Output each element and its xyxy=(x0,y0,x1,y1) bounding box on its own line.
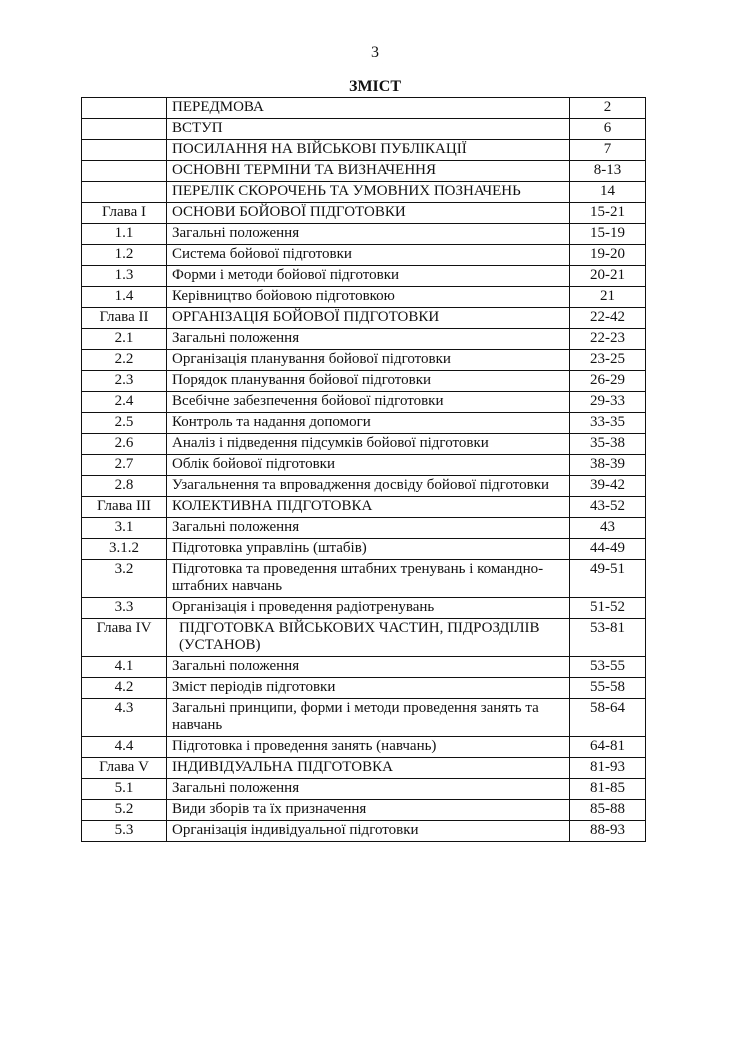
toc-row-pages: 22-42 xyxy=(570,308,646,329)
toc-row-title: Організація і проведення радіотренувань xyxy=(167,598,570,619)
toc-row-pages: 88-93 xyxy=(570,821,646,842)
toc-row-title: Загальні положення xyxy=(167,779,570,800)
toc-row-title: ПІДГОТОВКА ВІЙСЬКОВИХ ЧАСТИН, ПІДРОЗДІЛІВ (УСТАНОВ) xyxy=(167,619,570,657)
toc-row xyxy=(82,371,646,392)
toc-row-abbreviations xyxy=(82,182,646,203)
toc-row-title: Контроль та надання допомоги xyxy=(167,413,570,434)
toc-row xyxy=(82,560,646,598)
toc-row-title: Аналіз і підведення підсумків бойової підготовки xyxy=(167,434,570,455)
toc-row-number: 2.1 xyxy=(82,329,167,350)
toc-row-number: 3.2 xyxy=(82,560,167,598)
toc-title: ЗМІСТ xyxy=(349,78,401,95)
toc-row-number: 2.6 xyxy=(82,434,167,455)
toc-row-number xyxy=(82,140,167,161)
toc-row-title: Загальні принципи, форми і методи проведення занять та навчань xyxy=(167,699,570,737)
toc-row-title: Загальні положення xyxy=(167,518,570,539)
toc-row-pages: 14 xyxy=(570,182,646,203)
toc-row-title: Система бойової підготовки xyxy=(167,245,570,266)
toc-row-number: 1.3 xyxy=(82,266,167,287)
toc-row-number: 5.2 xyxy=(82,800,167,821)
toc-row-chapter xyxy=(82,308,646,329)
toc-row-number: 4.2 xyxy=(82,678,167,699)
toc-row-pages: 15-19 xyxy=(570,224,646,245)
toc-row-pages: 53-55 xyxy=(570,657,646,678)
toc-row-number: 2.5 xyxy=(82,413,167,434)
toc-row-pages: 6 xyxy=(570,119,646,140)
toc-row-pages: 43-52 xyxy=(570,497,646,518)
toc-row-number: 5.3 xyxy=(82,821,167,842)
toc-row xyxy=(82,266,646,287)
toc-row-title: Підготовка управлінь (штабів) xyxy=(167,539,570,560)
toc-row-title: Порядок планування бойової підготовки xyxy=(167,371,570,392)
toc-row-title: ПОСИЛАННЯ НА ВІЙСЬКОВІ ПУБЛІКАЦІЇ xyxy=(167,140,570,161)
toc-row-title: Узагальнення та впровадження досвіду бойової підготовки xyxy=(167,476,570,497)
toc-row-pages: 58-64 xyxy=(570,699,646,737)
toc-row-title: Зміст періодів підготовки xyxy=(167,678,570,699)
toc-row-pages: 39-42 xyxy=(570,476,646,497)
toc-row-pages: 26-29 xyxy=(570,371,646,392)
toc-row-number: 1.4 xyxy=(82,287,167,308)
toc-row-title: Загальні положення xyxy=(167,329,570,350)
toc-row-chapter xyxy=(82,203,646,224)
toc-row-number: 2.3 xyxy=(82,371,167,392)
toc-row xyxy=(82,329,646,350)
toc-row-number: Глава IV xyxy=(82,619,167,657)
toc-row-pages: 22-23 xyxy=(570,329,646,350)
toc-row-number: 2.2 xyxy=(82,350,167,371)
toc-row-number: 2.4 xyxy=(82,392,167,413)
toc-row-title: ПЕРЕЛІК СКОРОЧЕНЬ ТА УМОВНИХ ПОЗНАЧЕНЬ xyxy=(167,182,570,203)
toc-row-number xyxy=(82,119,167,140)
toc-row-title: Види зборів та їх призначення xyxy=(167,800,570,821)
toc-row xyxy=(82,455,646,476)
toc-row-title: Загальні положення xyxy=(167,657,570,678)
toc-row-pages: 64-81 xyxy=(570,737,646,758)
toc-row xyxy=(82,434,646,455)
toc-row-preface xyxy=(82,98,646,119)
toc-row-pages: 21 xyxy=(570,287,646,308)
page-number: 3 xyxy=(371,44,379,61)
toc-row-pages: 55-58 xyxy=(570,678,646,699)
toc-row-number: 3.1.2 xyxy=(82,539,167,560)
toc-row-number: 5.1 xyxy=(82,779,167,800)
toc-row-number: 2.8 xyxy=(82,476,167,497)
toc-row-pages: 29-33 xyxy=(570,392,646,413)
toc-row-title: Підготовка і проведення занять (навчань) xyxy=(167,737,570,758)
toc-row-title: Організація індивідуальної підготовки xyxy=(167,821,570,842)
toc-row-pages: 35-38 xyxy=(570,434,646,455)
toc-row-number: Глава І xyxy=(82,203,167,224)
toc-row xyxy=(82,350,646,371)
toc-row-title: ОСНОВНІ ТЕРМІНИ ТА ВИЗНАЧЕННЯ xyxy=(167,161,570,182)
toc-row-pages: 15-21 xyxy=(570,203,646,224)
toc-row-title: Керівництво бойовою підготовкою xyxy=(167,287,570,308)
toc-row-title: КОЛЕКТИВНА ПІДГОТОВКА xyxy=(167,497,570,518)
toc-row xyxy=(82,678,646,699)
toc-row-references xyxy=(82,140,646,161)
toc-row-number: 4.3 xyxy=(82,699,167,737)
toc-row xyxy=(82,737,646,758)
toc-row-pages: 23-25 xyxy=(570,350,646,371)
toc-row-title: ІНДИВІДУАЛЬНА ПІДГОТОВКА xyxy=(167,758,570,779)
toc-row-title: Загальні положення xyxy=(167,224,570,245)
toc-row-number xyxy=(82,98,167,119)
toc-row-chapter xyxy=(82,758,646,779)
toc-row xyxy=(82,287,646,308)
toc-row-number: 1.1 xyxy=(82,224,167,245)
toc-row xyxy=(82,539,646,560)
toc-row-title: ОСНОВИ БОЙОВОЇ ПІДГОТОВКИ xyxy=(167,203,570,224)
toc-row xyxy=(82,245,646,266)
toc-row-title: Підготовка та проведення штабних тренувань і командно-штабних навчань xyxy=(167,560,570,598)
toc-row xyxy=(82,657,646,678)
toc-row-title: Організація планування бойової підготовки xyxy=(167,350,570,371)
toc-row-chapter xyxy=(82,619,646,657)
toc-row-title: ОРГАНІЗАЦІЯ БОЙОВОЇ ПІДГОТОВКИ xyxy=(167,308,570,329)
toc-row xyxy=(82,821,646,842)
toc-row-pages: 53-81 xyxy=(570,619,646,657)
toc-row-pages: 43 xyxy=(570,518,646,539)
toc-row-title: Форми і методи бойової підготовки xyxy=(167,266,570,287)
toc-row-number: 4.1 xyxy=(82,657,167,678)
toc-row xyxy=(82,800,646,821)
toc-row-number: Глава ІІ xyxy=(82,308,167,329)
toc-row-number: 3.1 xyxy=(82,518,167,539)
toc-row-pages: 2 xyxy=(570,98,646,119)
toc-row-chapter xyxy=(82,497,646,518)
toc-row xyxy=(82,598,646,619)
toc-row-number: Глава ІІІ xyxy=(82,497,167,518)
toc-row-number xyxy=(82,182,167,203)
toc-row-pages: 49-51 xyxy=(570,560,646,598)
toc-row-pages: 81-85 xyxy=(570,779,646,800)
toc-row-pages: 33-35 xyxy=(570,413,646,434)
toc-row-pages: 8-13 xyxy=(570,161,646,182)
toc-row xyxy=(82,518,646,539)
toc-row xyxy=(82,779,646,800)
toc-row-pages: 85-88 xyxy=(570,800,646,821)
toc-row-number: Глава V xyxy=(82,758,167,779)
toc-row-pages: 44-49 xyxy=(570,539,646,560)
toc-row-pages: 7 xyxy=(570,140,646,161)
toc-row xyxy=(82,413,646,434)
toc-row xyxy=(82,392,646,413)
toc-row xyxy=(82,699,646,737)
toc-row-pages: 38-39 xyxy=(570,455,646,476)
toc-row-introduction xyxy=(82,119,646,140)
toc-row-title: Всебічне забезпечення бойової підготовки xyxy=(167,392,570,413)
toc-row-number: 2.7 xyxy=(82,455,167,476)
toc-row-pages: 20-21 xyxy=(570,266,646,287)
toc-row-title: ВСТУП xyxy=(167,119,570,140)
toc-row-pages: 81-93 xyxy=(570,758,646,779)
toc-table xyxy=(81,97,646,842)
toc-row-terms xyxy=(82,161,646,182)
toc-row-title: ПЕРЕДМОВА xyxy=(167,98,570,119)
toc-row-title: Облік бойової підготовки xyxy=(167,455,570,476)
toc-row-number: 4.4 xyxy=(82,737,167,758)
toc-row-pages: 19-20 xyxy=(570,245,646,266)
toc-row-number: 3.3 xyxy=(82,598,167,619)
toc-row-number: 1.2 xyxy=(82,245,167,266)
toc-row xyxy=(82,224,646,245)
toc-row-number xyxy=(82,161,167,182)
toc-row-pages: 51-52 xyxy=(570,598,646,619)
toc-row xyxy=(82,476,646,497)
